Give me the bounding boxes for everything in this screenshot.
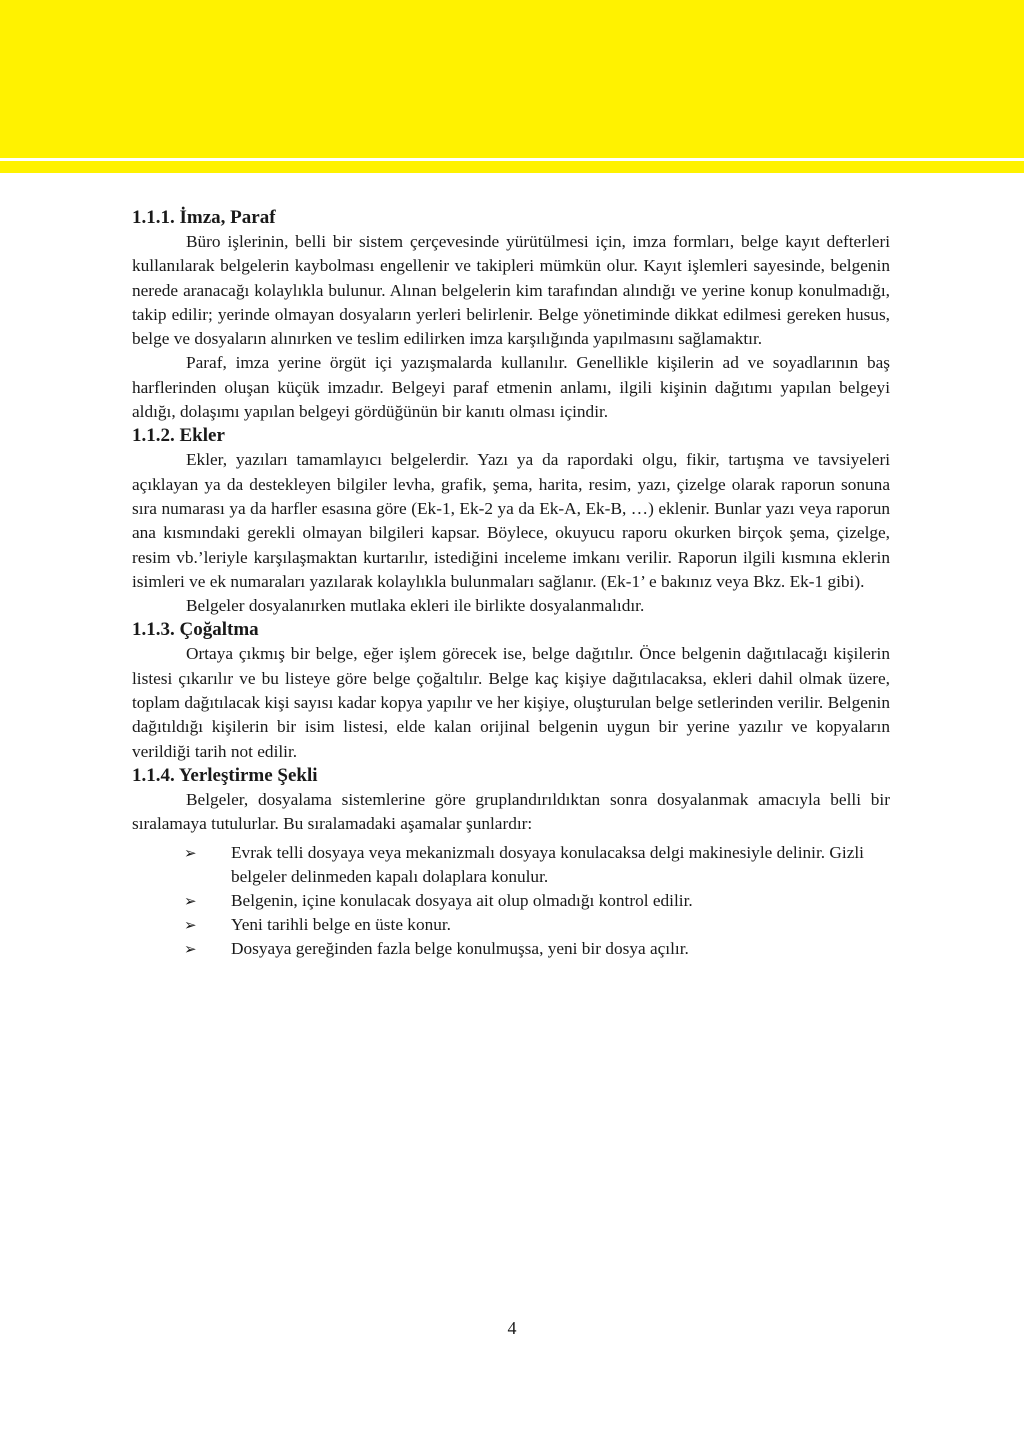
list-item [132, 937, 890, 961]
arrowhead-bullet-icon: ➢ [184, 891, 197, 910]
header-band [0, 0, 1024, 158]
list-item [132, 913, 890, 937]
section-title-cogaltma: 1.1.3. Çoğaltma [132, 619, 259, 641]
list-item-text: Dosyaya gereğinden fazla belge konulmuşsa, yeni bir dosya açılır. [231, 938, 689, 958]
paragraph: Büro işlerinin, belli bir sistem çerçevesinde yürütülmesi için, imza formları, belge kayıt defterleri kullanılarak belgelerin kaybolması engellenir ve takipleri mümkün olur. Kayıt işlemleri sayesinde, belgenin nerede aranacağı kolaylıkla bulunur. Alınan belgelerin kim tarafından alındığı ve yerine konup konulmadığı, takip edilir; yerinde olmayan dosyaların yerleri belirlenir. Belge yönetiminde dikkat edilmesi gereken husus, belge ve dosyaların alınırken ve teslim edilirken imza karşılığında yapılmasını sağlamaktır. [132, 232, 890, 349]
bullet-list [132, 841, 890, 961]
paragraph: Ekler, yazıları tamamlayıcı belgelerdir. Yazı ya da rapordaki olgu, fikir, tartışma ve tavsiyeleri açıklayan ya da destekleyen bilgiler levha, grafik, şema, harita, resim, yazı, çizelge olarak raporun sonuna sıra numarası ya da harfler esasına göre (Ek-1, Ek-2 ya da Ek-A, Ek-B, …) eklenir. Bunlar yazı veya raporun ana kısmındaki gerekli olmayan bilgileri kapsar. Böylece, okuyucu raporu okurken birçok şema, çizelge, resim vb.’leriyle karşılaşmaktan kurtarılır, istediğini inceleme imkanı verilir. Raporun ilgili kısmına eklerin isimleri ve ek numaraları yazılarak kolaylıkla bulunmaları sağlanır. (Ek-1’ e bakınız veya Bkz. Ek-1 gibi). [132, 450, 890, 591]
list-item-text: Yeni tarihli belge en üste konur. [231, 914, 451, 934]
list-item-text: Belgenin, içine konulacak dosyaya ait olup olmadığı kontrol edilir. [231, 890, 693, 910]
page-number: 4 [507, 1318, 517, 1338]
arrowhead-bullet-icon: ➢ [184, 939, 197, 958]
list-item [132, 889, 890, 913]
paragraph: Paraf, imza yerine örgüt içi yazışmalarda kullanılır. Genellikle kişilerin ad ve soyadlarının baş harflerinden oluşan küçük imzadır. Belgeyi paraf etmenin anlamı, ilgili kişinin dağıtımı yapılan belgeyi aldığı, dolaşımı yapılan belgeyi gördüğünün bir kanıtı olması içindir. [132, 353, 890, 422]
paragraph: Belgeler dosyalanırken mutlaka ekleri ile birlikte dosyalanmalıdır. [186, 596, 645, 616]
paragraph: Ortaya çıkmış bir belge, eğer işlem görecek ise, belge dağıtılır. Önce belgenin dağıtılacağı kişilerin listesi çıkarılır ve bu listeye göre belge çoğaltılır. Belge kaç kişiye dağıtılacaksa, ekleri dahil olmak üzere, toplam dağıtılacak kişi sayısı kadar kopya yapılır ve her kişiye, oluşturulan belge setlerinden verilir. Belgenin dağıtıldığı kişilerin bir isim listesi, elde kalan orijinal belgenin uygun bir yerine yazılır ve kopyaların verildiği tarih not edilir. [132, 644, 890, 761]
list-item-text: Evrak telli dosyaya veya mekanizmalı dosyaya konulacaksa delgi makinesiyle delinir. Gizli belgeler delinmeden kapalı dolaplara konulur. [231, 842, 864, 886]
paragraph: Belgeler, dosyalama sistemlerine göre gruplandırıldıktan sonra dosyalanmak amacıyla belli bir sıralamaya tutulurlar. Bu sıralamadaki aşamalar şunlardır: [132, 789, 890, 834]
list-item [132, 841, 890, 889]
arrowhead-bullet-icon: ➢ [184, 843, 197, 862]
section-title-imza-paraf: 1.1.1. İmza, Paraf [132, 207, 276, 228]
section-title-ekler: 1.1.2. Ekler [132, 425, 225, 447]
page-content [132, 206, 890, 961]
header-band-stripe [0, 161, 1024, 173]
section-title-yerlestirme-sekli: 1.1.4. Yerleştirme Şekli [132, 764, 318, 786]
arrowhead-bullet-icon: ➢ [184, 915, 197, 934]
